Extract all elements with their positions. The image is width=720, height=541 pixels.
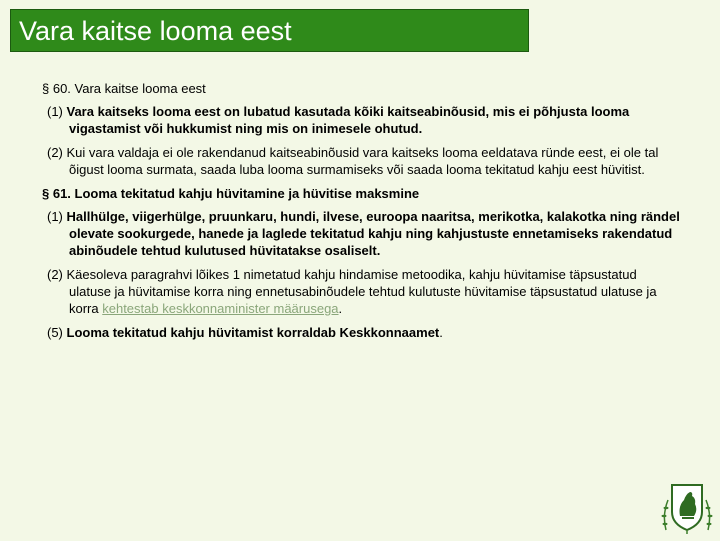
slide-title-bar bbox=[10, 9, 529, 52]
item-text-end: . bbox=[439, 325, 443, 340]
item-number: (5) bbox=[47, 325, 63, 340]
section-60-item-1 bbox=[47, 103, 682, 137]
item-text: Kui vara valdaja ei ole rakendanud kaitseabinõusid vara kaitseks looma eeldatava ründe eest, ei ole tal õigust looma surmata, saada luba looma surmamiseks või saada looma tekitatud kahju eest hüvitist. bbox=[62, 145, 659, 177]
item-text: Looma tekitatud kahju hüvitamist korraldab Keskkonnaamet bbox=[62, 325, 440, 340]
item-text: Käesoleva paragrahvi lõikes 1 nimetatud kahju hindamise metoodika, kahju hüvitamise täpsustatud ulatuse ja hüvitamise korra ning ennetusabinõudele tehtud kulutuste hüvitamise täpsustatud ulatuse ja korra bbox=[62, 267, 657, 316]
item-text-end: . bbox=[338, 301, 343, 316]
slide-title: Vara kaitse looma eest bbox=[19, 16, 292, 46]
item-number: (1) bbox=[47, 104, 63, 119]
item-number: (2) bbox=[47, 267, 63, 282]
document-body bbox=[42, 80, 682, 348]
section-60-heading: § 60. Vara kaitse looma eest bbox=[42, 81, 206, 96]
capercaillie-emblem-icon bbox=[660, 480, 714, 536]
section-61-item-2 bbox=[47, 266, 682, 317]
section-61-heading: § 61. Looma tekitatud kahju hüvitamine ja hüvitise maksmine bbox=[42, 186, 420, 201]
item-text: Hallhülge, viigerhülge, pruunkaru, hundi, ilvese, euroopa naaritsa, merikotka, kalakotka ning rändel olevate sookurgede, hanede ja laglede tekitatud kahju ning kahjustuste ennetamiseks rakendatud abinõudele tehtud kulutused hüvitatakse osaliselt. bbox=[62, 209, 680, 258]
regulation-link[interactable]: kehtestab keskkonnaminister määrusega bbox=[102, 301, 339, 316]
section-61-item-5 bbox=[47, 324, 682, 341]
item-number: (2) bbox=[47, 145, 63, 160]
item-number: (1) bbox=[47, 209, 63, 224]
section-61-item-1 bbox=[47, 208, 682, 259]
section-60-item-2 bbox=[47, 144, 682, 178]
item-text: Vara kaitseks looma eest on lubatud kasutada kõiki kaitseabinõusid, mis ei põhjusta looma vigastamist või hukkumist ning mis on inimesele ohutud. bbox=[62, 104, 630, 136]
